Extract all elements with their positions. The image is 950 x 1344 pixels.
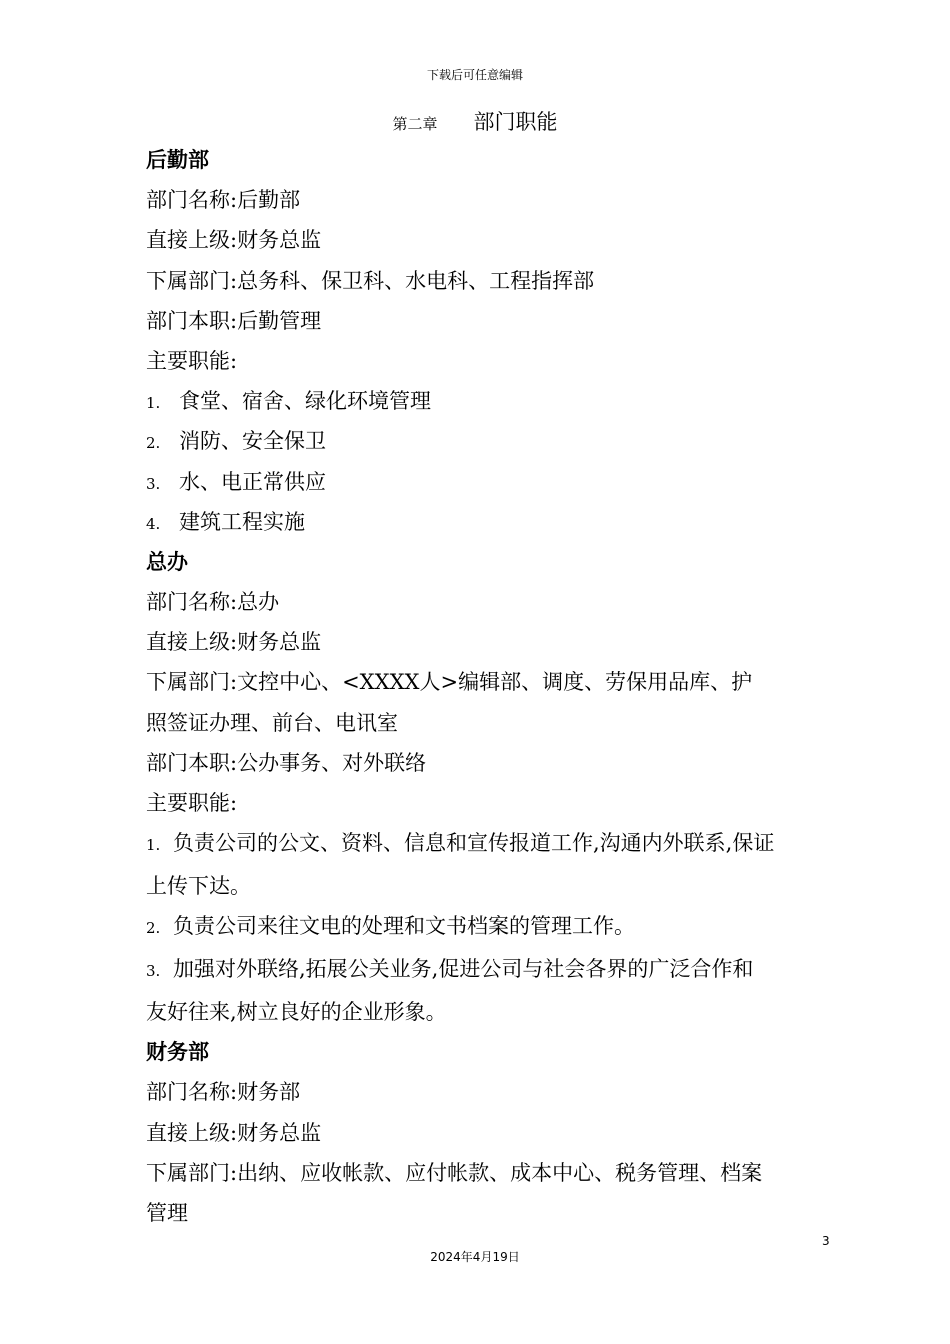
main-functions-label: 主要职能:: [146, 791, 238, 815]
dept-subordinates-cont: 管理: [146, 1200, 188, 1225]
section-heading: 总办: [146, 549, 188, 574]
document-body: [146, 140, 856, 1233]
dept-duty: 部门本职:公办事务、对外联络: [146, 750, 427, 775]
page-header: 下载后可任意编辑: [426, 68, 523, 82]
list-item: 1. 负责公司的公文、资料、信息和宣传报道工作,沟通内外联系,保证 上传下达。: [146, 831, 775, 898]
page-number: 3: [822, 1234, 830, 1248]
dept-duty: 部门本职:后勤管理: [146, 308, 322, 333]
main-functions-label: 主要职能:: [146, 348, 238, 373]
chapter-title: [0, 106, 950, 136]
dept-superior: 直接上级:财务总监: [146, 228, 322, 253]
dept-name: 部门名称:总办: [146, 590, 280, 615]
dept-superior: 直接上级:财务总监: [146, 630, 322, 655]
page-footer-date: 2024年4月19日: [430, 1250, 520, 1264]
list-item: 1. 食堂、宿舍、绿化环境管理: [146, 389, 431, 414]
dept-subordinates-cont: 照签证办理、前台、电讯室: [146, 710, 398, 735]
list-item: 4. 建筑工程实施: [146, 509, 305, 534]
chapter-number: 第二章: [392, 115, 438, 133]
list-item: 3. 加强对外联络,拓展公关业务,促进公司与社会各界的广泛合作和 友好往来,树立良好的企业形象。: [146, 956, 754, 1024]
dept-name: 部门名称:财务部: [146, 1080, 301, 1105]
dept-subordinates: 下属部门:总务科、保卫科、水电科、工程指挥部: [146, 268, 595, 293]
list-item: 3. 水、电正常供应: [146, 469, 326, 494]
list-item: 2. 负责公司来往文电的处理和文书档案的管理工作。: [146, 914, 635, 939]
dept-subordinates: 下属部门:文控中心、<XXXX人>编辑部、调度、劳保用品库、护: [146, 670, 753, 695]
section-heading: 后勤部: [146, 148, 209, 172]
list-item: 2. 消防、安全保卫: [146, 429, 326, 454]
chapter-name: 部门职能: [473, 110, 558, 134]
dept-name: 部门名称:后勤部: [146, 188, 301, 213]
dept-subordinates: 下属部门:出纳、应收帐款、应付帐款、成本中心、税务管理、档案: [146, 1160, 763, 1185]
section-heading: 财务部: [146, 1040, 209, 1065]
dept-superior: 直接上级:财务总监: [146, 1120, 322, 1145]
